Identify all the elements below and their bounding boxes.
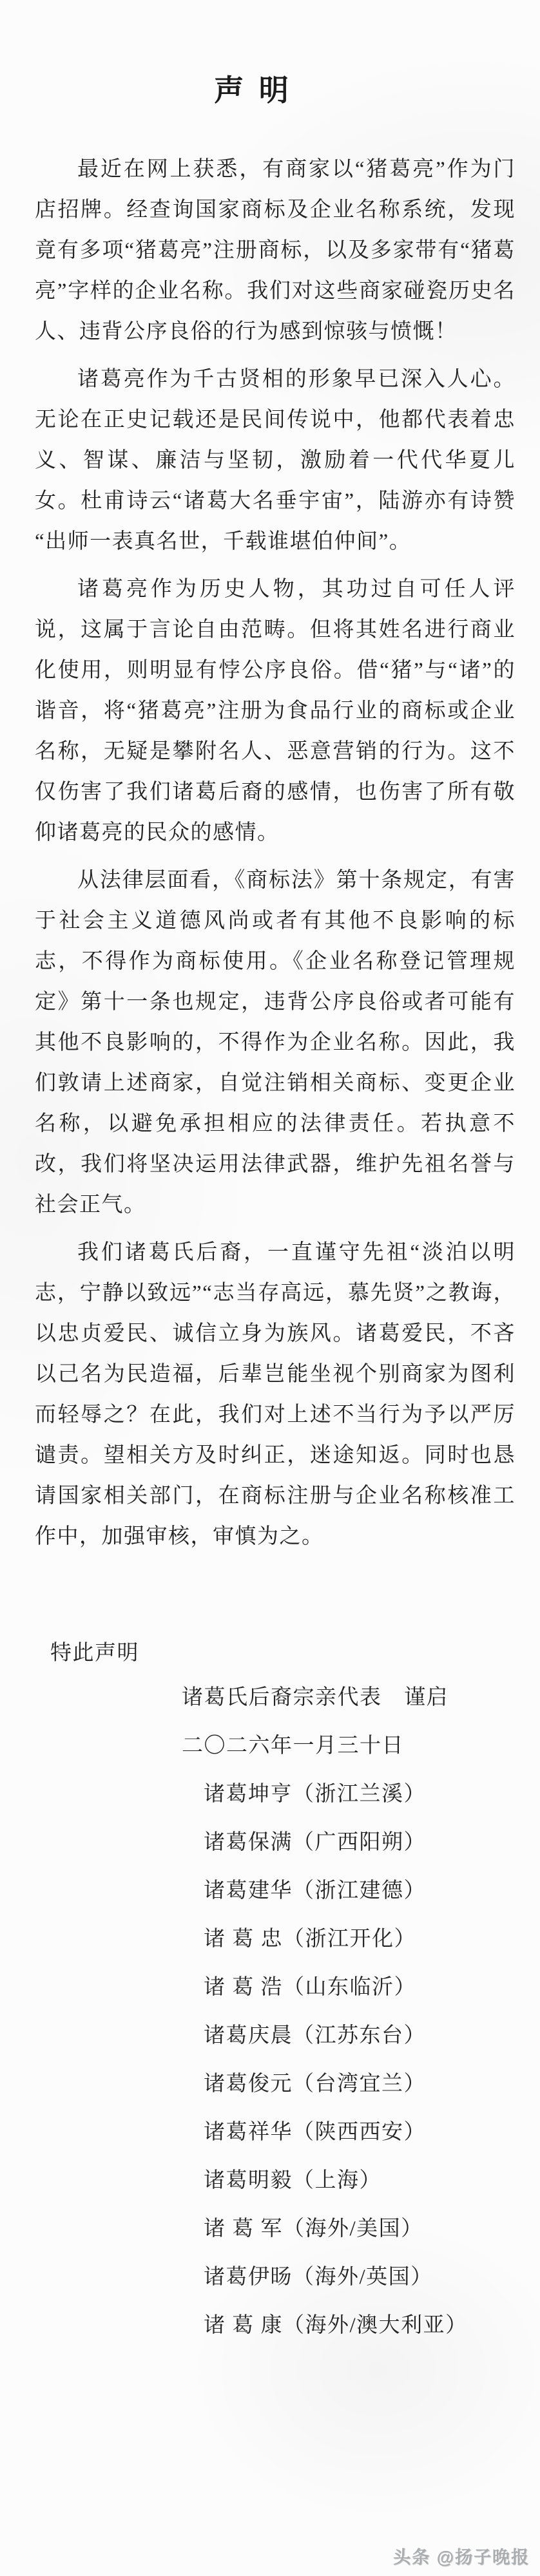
signatory-row-11: 诸葛伊旸（海外/英国） bbox=[204, 2266, 433, 2289]
signatory-row-2: 诸葛保满（广西阳朔） bbox=[204, 1831, 426, 1854]
statement-paragraph-1: 最近在网上获悉，有商家以“猪葛亮”作为门店招牌。经查询国家商标及企业名称系统，发现竟有多项“猪葛亮”注册商标，以及多家带有“猪葛亮”字样的企业名称。我们对这些商家碰瓷历史名人、违背公序良俗的行为感到惊骇与愤慨！ bbox=[35, 158, 516, 343]
page-title: 声 明 bbox=[214, 74, 293, 107]
signature-block bbox=[35, 1674, 516, 2350]
signatory-row-5: 诸 葛 浩（山东临沂） bbox=[204, 1976, 416, 1999]
signatory-row-7: 诸葛俊元（台湾宜兰） bbox=[204, 2072, 426, 2096]
signoff-date: 二〇二六年一月三十日 bbox=[182, 1734, 404, 1757]
statement-paragraph-5: 我们诸葛氏后裔，一直谨守先祖“淡泊以明志，宁静以致远”“志当存高远，慕先贤”之教诲，以忠贞爱民、诚信立身为族风。诸葛爱民，不吝以己名为民造福，后辈岂能坐视个别商家为图利而轻辱之？在此，我们对上述不当行为予以严厉谴责。望相关方及时纠正，迷途知返。同时也恳请国家相关部门，在商标注册与企业名称核准工作中，加强审核，审慎为之。 bbox=[35, 1241, 516, 1548]
signatory-row-8: 诸葛祥华（陕西西安） bbox=[204, 2121, 426, 2144]
closing-line: 特此声明 bbox=[50, 1642, 139, 1665]
signatory-row-3: 诸葛建华（浙江建德） bbox=[204, 1879, 426, 1902]
statement-paragraph-4: 从法律层面看，《商标法》第十条规定，有害于社会主义道德风尚或者有其他不良影响的标志，不得作为商标使用。《企业名称登记管理规定》第十一条也规定，违背公序良俗或者可能有其他不良影响的，不得作为企业名称。因此，我们敦请上述商家，自觉注销相关商标、变更企业名称，以避免承担相应的法律责任。若执意不改，我们将坚决运用法律武器，维护先祖名誉与社会正气。 bbox=[35, 869, 516, 1217]
signatory-row-10: 诸 葛 军（海外/美国） bbox=[204, 2217, 423, 2240]
signoff-representative: 诸葛氏后裔宗亲代表 谨启 bbox=[182, 1686, 448, 1709]
signatory-row-9: 诸葛明毅（上海） bbox=[204, 2169, 381, 2192]
signatory-row-6: 诸葛庆晨（江苏东台） bbox=[204, 2024, 426, 2047]
watermark-toutiao-yangzi-wanbao: 头条 @扬子晚报 bbox=[393, 2548, 530, 2567]
signatory-row-4: 诸 葛 忠（浙江开化） bbox=[204, 1927, 416, 1951]
statement-paragraph-2: 诸葛亮作为千古贤相的形象早已深入人心。无论在正史记载还是民间传说中，他都代表着忠义、智谋、廉洁与坚韧，激励着一代代华夏儿女。杜甫诗云“诸葛大名垂宇宙”，陆游亦有诗赞“出师一表真名世，千载谁堪伯仲间”。 bbox=[35, 368, 516, 553]
signatory-row-12: 诸 葛 康（海外/澳大利亚） bbox=[204, 2314, 468, 2337]
statement-paragraph-3: 诸葛亮作为历史人物，其功过自可任人评说，这属于言论自由范畴。但将其姓名进行商业化使用，则明显有悖公序良俗。借“猪”与“诸”的谐音，将“猪葛亮”注册为食品行业的商标或企业名称，无疑是攀附名人、恶意营销的行为。这不仅伤害了我们诸葛后裔的感情，也伤害了所有敬仰诸葛亮的民众的感情。 bbox=[35, 578, 516, 844]
signatory-row-1: 诸葛坤亨（浙江兰溪） bbox=[204, 1783, 426, 1806]
